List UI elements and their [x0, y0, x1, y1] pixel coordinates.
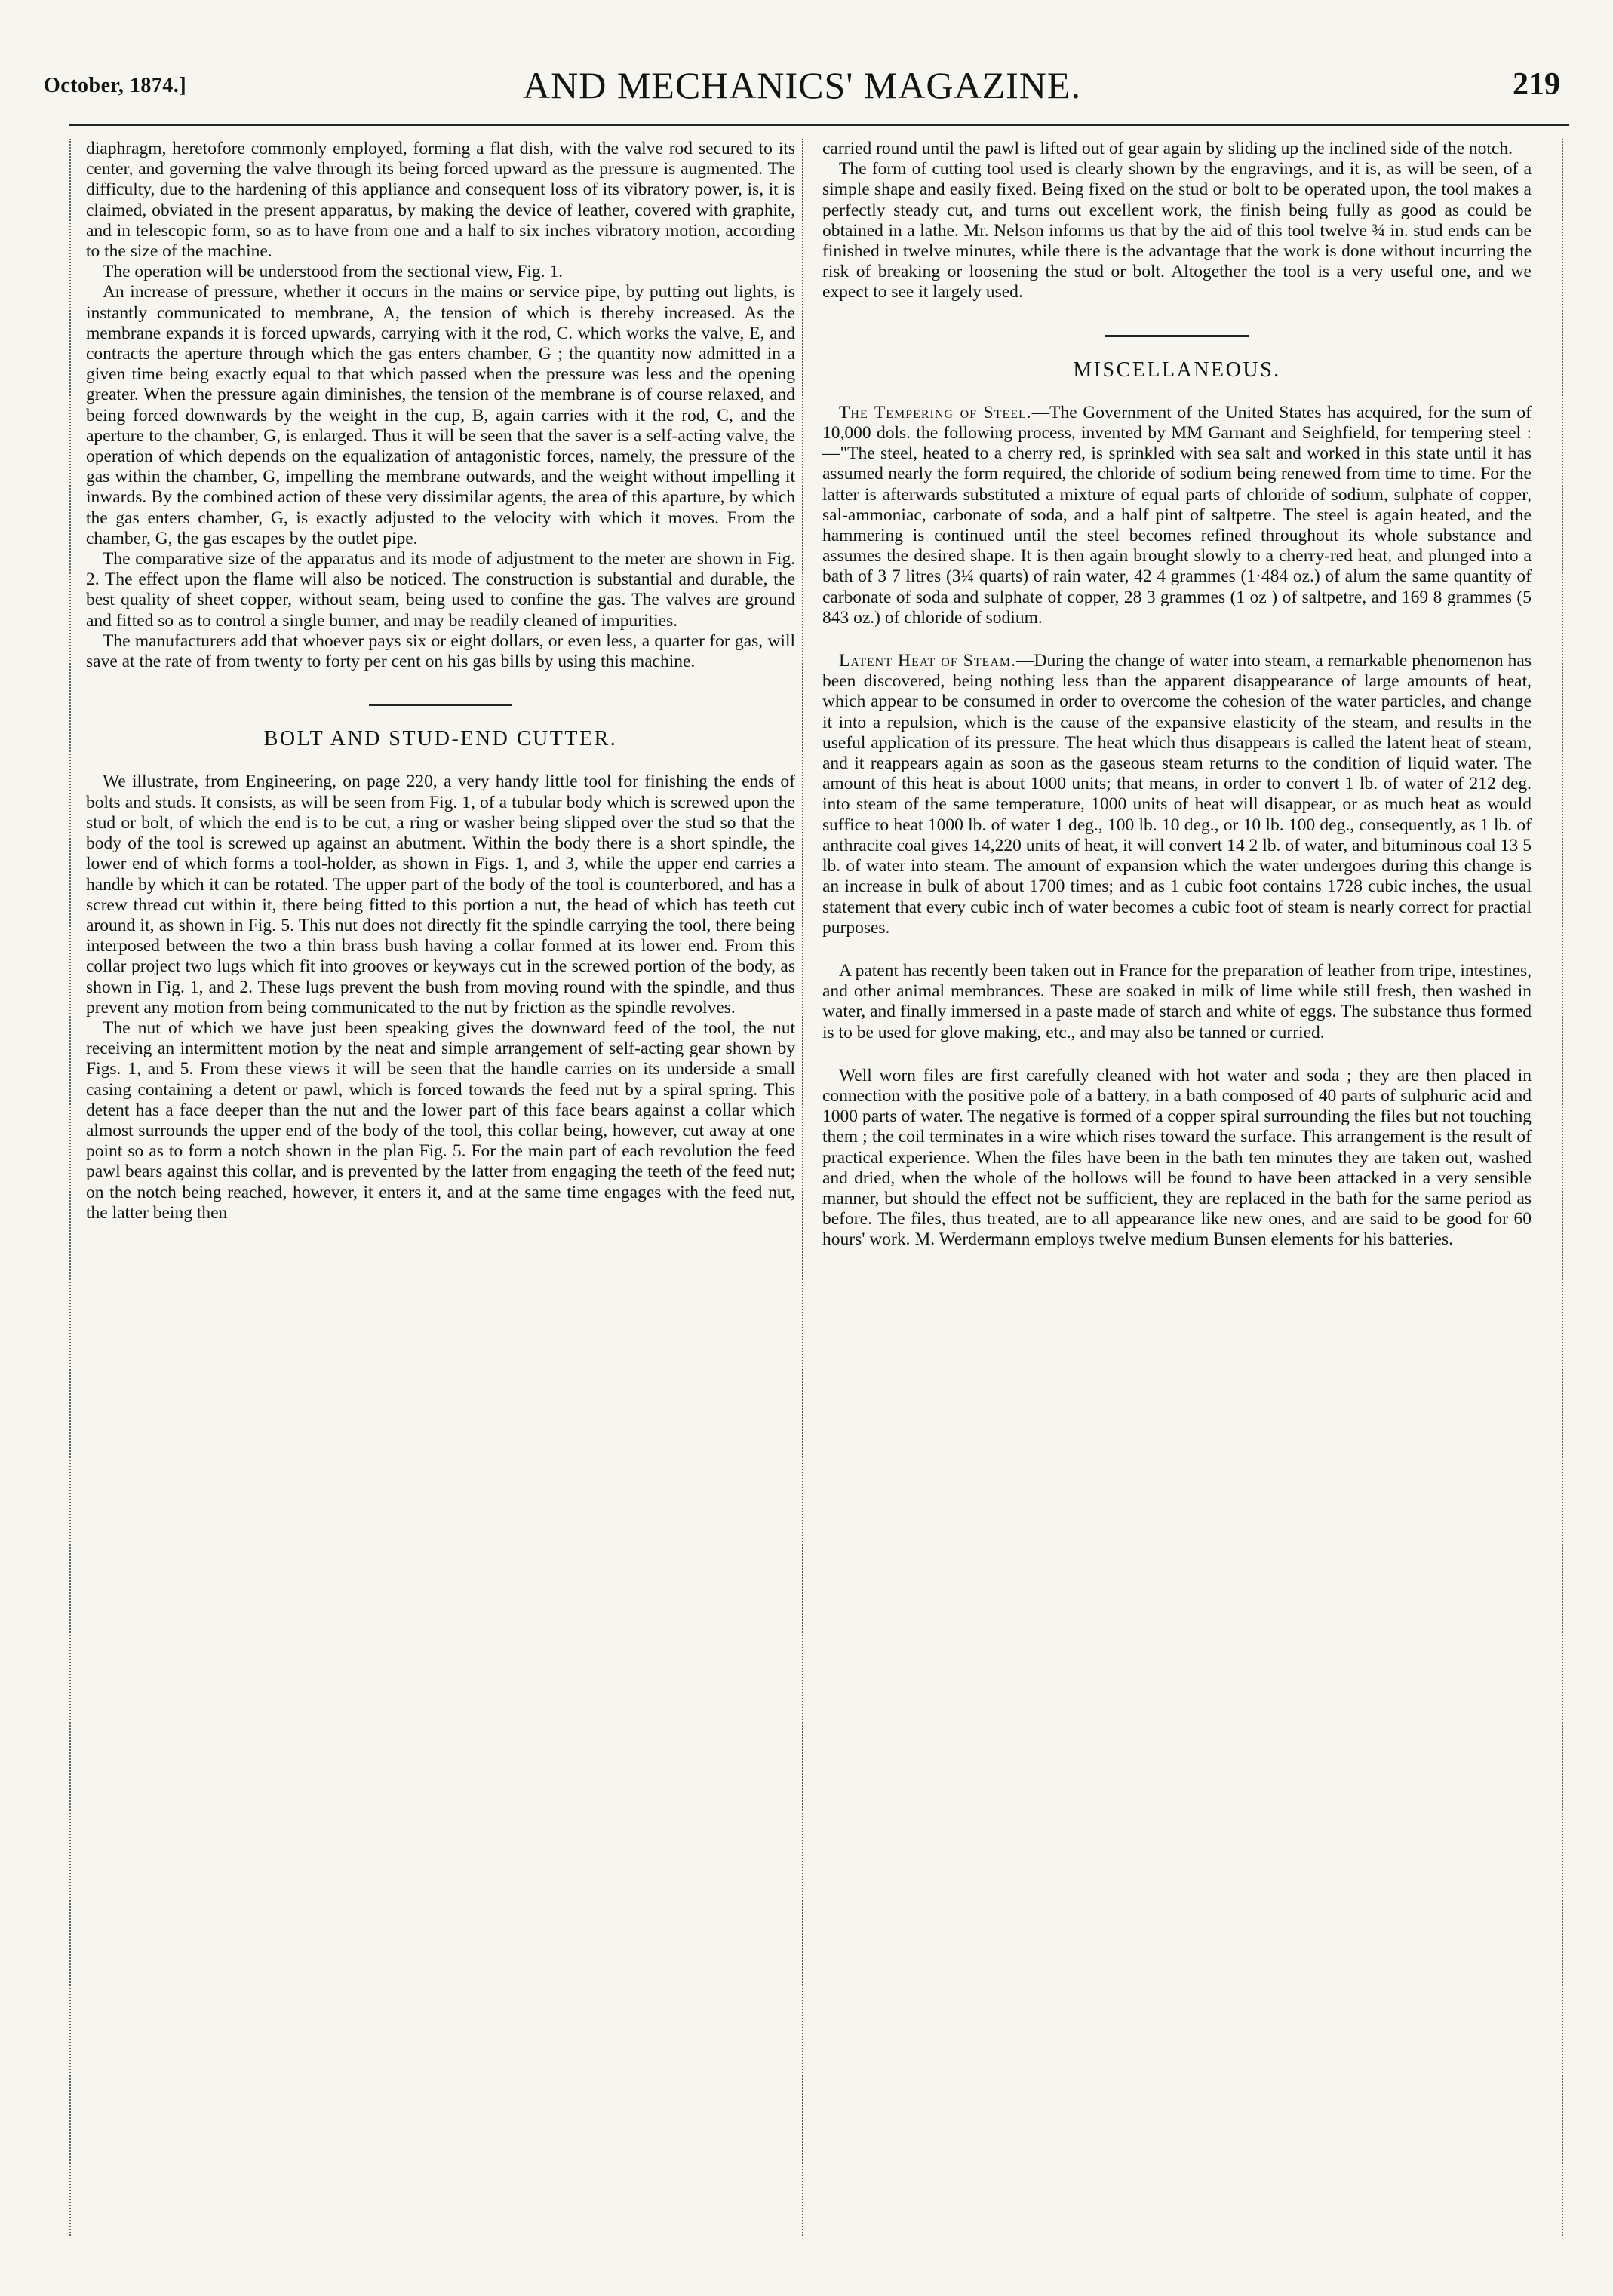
column-divider [802, 139, 803, 2236]
paragraph: The nut of which we have just been speaking gives the downward feed of the tool, the nut receiving an intermittent motion by the neat and simple arrangement of self-acting gear shown by Figs. 1, and 5. From these views it will be seen that the handle carries on its underside a small casing containing a detent or pawl, which is forced towards the feed nut by a spiral spring. This detent has a face deeper than the nut and the lower part of this face bears against a collar which almost surrounds the upper end of the body of the tool, this collar being, however, cut away at one point so as to form a notch shown in the plan Fig. 5. For the main part of each revolution the feed pawl bears against this collar, and is prevented by the latter from engaging the teeth of the feed nut; on the notch being reached, however, it enters it, and at the same time engages with the feed nut, the latter being then [86, 1018, 795, 1223]
item-title: The Tempering of Steel. [839, 402, 1032, 422]
paragraph: The comparative size of the apparatus and its mode of adjustment to the meter are shown in Fig. 2. The effect upon the flame will also be noticed. The construction is substantial and durable, the best quality of sheet copper, without seam, being used to confine the gas. The valves are ground and fitted so as to control a single burner, and may be readily cleaned of impurities. [86, 549, 795, 631]
item-text: —The Government of the United States has acquired, for the sum of 10,000 dols. the following process, invented by MM Garnant and Seighfield, for tempering steel :—"The steel, heated to a cherry red, is sprinkled with sea salt and worked in this state until it has assumed nearly the form required, the chloride of sodium being renewed from time to time. For the latter is afterwards substituted a mixture of equal parts of chloride of sodium, sulphate of copper, sal-ammoniac, carbonate of soda, and a half pint of saltpetre. The steel is again heated, and the hammering is continued until the steel becomes refined throughout its whole substance and assumes the desired shape. It is then again brought slowly to a cherry-red heat, and plunged into a bath of 3 7 litres (3¼ quarts) of rain water, 42 4 grammes (1·484 oz.) of alum the same quantity of carbonate of soda and sulphate of copper, 28 3 grammes (1 oz ) of saltpetre, and 169 8 grammes (5 843 oz.) of chloride of sodium. [822, 402, 1532, 628]
news-item [822, 1066, 1532, 1251]
left-margin-rule [69, 139, 71, 2236]
section-divider [1105, 335, 1249, 337]
section-divider [369, 704, 512, 706]
running-head [44, 63, 1560, 109]
header-rule [69, 124, 1569, 126]
right-column [822, 139, 1532, 1251]
paragraph: An increase of pressure, whether it occurs in the mains or service pipe, by putting out lights, is instantly communicated to membrane, A, the tension of which is thereby increased. As the membrane expands it is forced upwards, carrying with it the rod, C. which works the valve, E, and contracts the aperture through which the gas enters chamber, G ; the quantity now admitted in a given time being exactly equal to that which passed when the pressure was less and the opening greater. When the pressure again diminishes, the tension of the membrane is of course relaxed, and being forced downwards by the weight in the cup, B, again carries with it the rod, C, and the aperture to the chamber, G, is enlarged. Thus it will be seen that the saver is a self-acting valve, the operation of which depends on the equalization of antagonistic forces, namely, the pressure of the gas within the chamber, G, impelling the membrane outwards, and the weight without impelling it inwards. By the combined action of these very dissimilar agents, the area of this aparture, by which the gas enters chamber, G, is exactly adjusted to the velocity with which it moves. From the chamber, G, the gas escapes by the outlet pipe. [86, 282, 795, 548]
right-margin-rule [1562, 139, 1563, 2236]
news-item [822, 961, 1532, 1043]
paragraph: The operation will be understood from the sectional view, Fig. 1. [103, 262, 563, 282]
news-item [822, 651, 1532, 938]
section-heading: BOLT AND STUD-END CUTTER. [263, 727, 618, 751]
paragraph: The manufacturers add that whoever pays six or eight dollars, or even less, a quarter for gas, will save at the rate of from twenty to forty per cent on his gas bills by using this machine. [86, 631, 795, 672]
item-title: Latent Heat of Steam. [839, 651, 1016, 671]
left-column [86, 139, 795, 1223]
paragraph: carried round until the pawl is lifted out of gear again by sliding up the inclined side of the notch. [822, 139, 1513, 158]
paragraph: diaphragm, heretofore commonly employed, forming a flat dish, with the valve rod secured to its center, and governing the valve through its being forced upward as the pressure is augmented. The difficulty, due to the hardening of this appliance and consequent loss of its vibratory power, is, it is claimed, obviated in the present apparatus, by making the device of leather, covered with graphite, and in telescopic form, so as to have from one and a half to six inches vibratory motion, according to the size of the machine. [86, 139, 795, 262]
page-number: 219 [1513, 67, 1560, 102]
magazine-title: AND MECHANICS' MAGAZINE. [523, 64, 1081, 106]
item-text: —During the change of water into steam, a remarkable phenomenon has been discovered, being nothing less than the apparent disappearance of large amounts of heat, which appear to be consumed in order to overcome the cohesion of the water particles, and change it into a repulsion, which is the cause of the expansive elasticity of the steam, and results in the useful application of its pressure. The heat which thus disappears is called the latent heat of steam, and it reappears again as soon as the gaseous steam returns to the condition of liquid water. The amount of this heat is about 1000 units; that means, in order to convert 1 lb. of water of 212 deg. into steam of the same temperature, 1000 units of heat will disappear, or as much heat as would suffice to heat 1000 lb. of water 1 deg., 100 lb. 10 deg., or 10 lb. 100 deg., consequently, as 1 lb. of anthracite coal gives 14,220 units of heat, it will convert 14 2 lb. of water, and bituminous coal 13 5 lb. of water into steam. The amount of expansion which the water undergoes during this change is an increase in bulk of about 1700 times; and as 1 cubic foot contains 1728 cubic inches, the usual statement that every cubic inch of water becomes a cubic foot of steam is nearly correct for practial purposes. [822, 651, 1532, 938]
paragraph: The form of cutting tool used is clearly shown by the engravings, and it is, as will be seen, of a simple shape and easily fixed. Being fixed on the stud or bolt to be operated upon, the tool makes a perfectly steady cut, and turns out excellent work, the finish being fully as good as could be obtained in a lathe. Mr. Nelson informs us that by the aid of this tool twelve ¾ in. stud ends can be finished in twelve minutes, while there is the advantage that the work is done without incurring the risk of breaking or loosening the stud or bolt. Altogether the tool is a very useful one, and we expect to see it largely used. [822, 159, 1532, 302]
news-item [822, 403, 1532, 628]
item-text: Well worn files are first carefully cleaned with hot water and soda ; they are then placed in connection with the positive pole of a battery, in a bath composed of 40 parts of sulphuric acid and 1000 parts of water. The negative is formed of a copper spiral surrounding the files but not touching them ; the coil terminates in a wire which rises toward the surface. This arrangement is the result of practical experience. When the files have been in the bath ten minutes they are taken out, washed and dried, when the whole of the hollows will be found to have been attacked in a very sensible manner, but should the effect not be sufficient, they are replaced in the bath for the same period as before. The files, thus treated, are to all appearance like new ones, and are said to be good for 60 hours' work. M. Werdermann employs twelve medium Bunsen elements for his batteries. [822, 1065, 1532, 1250]
paragraph: We illustrate, from Engineering, on page 220, a very handy little tool for finishing the ends of bolts and studs. It consists, as will be seen from Fig. 1, of a tubular body which is screwed upon the stud or bolt, of which the end is to be cut, a ring or washer being slipped over the stud so that the body of the tool is screwed up against an abutment. Within the body there is a short spindle, the lower end of which forms a tool-holder, as shown in Figs. 1, and 3, while the upper end carries a handle by which it can be rotated. The upper part of the body of the tool is counterbored, and has a screw thread cut within it, there being fitted to this portion a nut, the head of which has teeth cut around it, as shown in Fig. 5. This nut does not directly fit the spindle carrying the tool, there being interposed between the two a thin brass bush having a collar formed at its lower end. From this collar project two lugs which fit into grooves or keyways cut in the screwed portion of the body, as shown in Fig. 1, and 2. These lugs prevent the bush from moving round with the spindle, and thus prevent any motion from being communicated to the nut by friction as the spindle revolves. [86, 772, 795, 1018]
section-heading: MISCELLANEOUS. [1073, 358, 1281, 382]
issue-date: October, 1874.] [44, 74, 187, 97]
item-text: A patent has recently been taken out in France for the preparation of leather from tripe, intestines, and other animal membrances. These are soaked in milk of lime while still fresh, then washed in water, and finally immersed in a paste made of starch and white of eggs. The substance thus formed is to be used for glove making, etc., and may also be tanned or curried. [822, 960, 1532, 1042]
